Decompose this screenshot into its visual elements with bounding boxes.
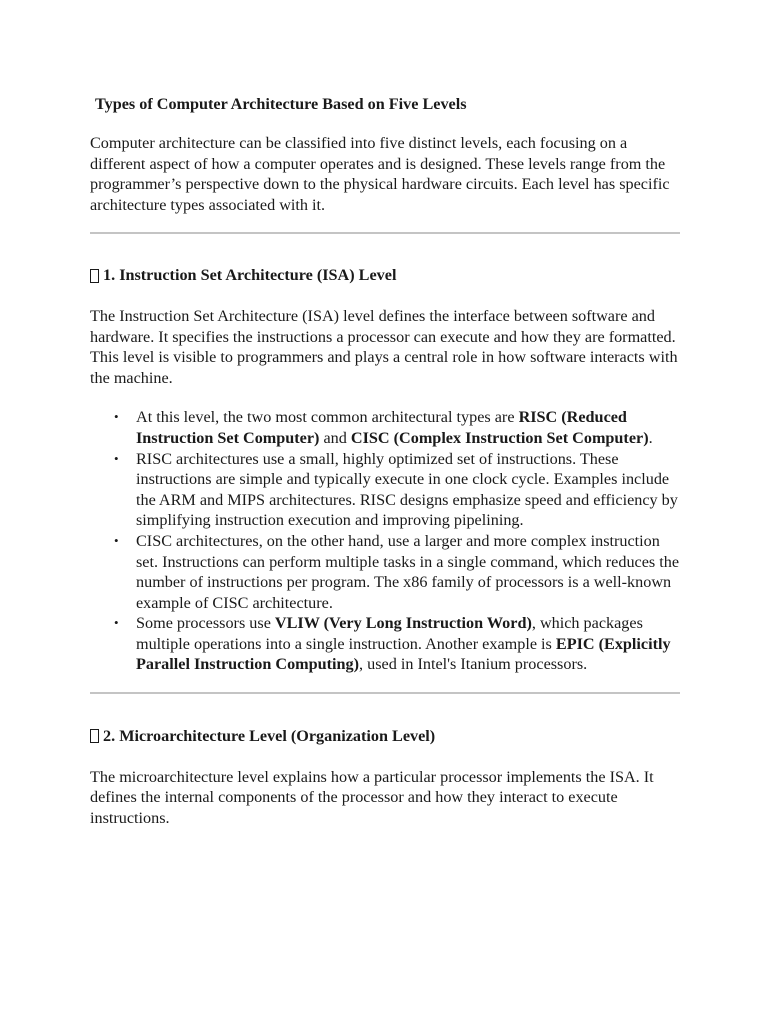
bullet-text: Some processors use: [136, 614, 275, 633]
bullet-bold-text: CISC (Complex Instruction Set Computer): [350, 428, 649, 447]
bullet-text: At this level, the two most common architectural types are: [136, 408, 519, 427]
isa-bullet-list: [90, 407, 680, 675]
list-item: [136, 407, 680, 448]
section-heading-isa: [90, 265, 680, 286]
section-heading-microarchitecture: [90, 726, 680, 747]
divider: [90, 232, 680, 234]
divider: [90, 692, 680, 694]
isa-paragraph: The Instruction Set Architecture (ISA) level defines the interface between software and hardware. It specifies the instructions a processor can execute and how they are formatted. This level is visible to programmers and plays a central role in how software interacts with the machine.: [90, 306, 678, 387]
bullet-bold-text: EPIC (Explicitly Parallel Instruction Computing): [136, 634, 671, 674]
bullet-bold-text: RISC (Reduced Instruction Set Computer): [136, 408, 627, 447]
bullet-text: .: [648, 428, 653, 447]
missing-glyph-icon: [90, 269, 99, 283]
bullet-text: , used in Intel's Itanium processors.: [359, 655, 588, 674]
missing-glyph-icon: [90, 729, 99, 743]
list-item: • RISC architectures use a small, highly optimized set of instructions. These instructions are simple and typically execute in one clock cycle. Examples include the ARM and MIPS architectures. RISC designs emphasize speed and efficiency by simplifying instruction execution and improving pipelining.: [136, 449, 680, 531]
intro-paragraph: Computer architecture can be classified into five distinct levels, each focusing on a different aspect of how a computer operates and is designed. These levels range from the programmer’s perspective down to the physical hardware circuits. Each level has specific architecture types associated with it.: [90, 134, 670, 214]
list-item: [136, 613, 680, 675]
microarchitecture-paragraph: The microarchitecture level explains how a particular processor implements the ISA. It defines the internal components of the processor and how they interact to execute instructions.: [90, 767, 654, 827]
bullet-bold-text: VLIW (Very Long Instruction Word): [274, 614, 532, 633]
section-heading-isa-text: 1. Instruction Set Architecture (ISA) Level: [103, 266, 397, 285]
bullet-text: , which packages multiple operations into a single instruction. Another example is: [136, 614, 643, 653]
list-item: • CISC architectures, on the other hand, use a larger and more complex instruction set. Instructions can perform multiple tasks in a single command, which reduces the number of instructions per program. The x86 family of processors is a well-known example of CISC architecture.: [136, 531, 680, 613]
bullet-text: and: [319, 428, 351, 447]
document-page: [90, 94, 680, 828]
section-heading-microarchitecture-text: 2. Microarchitecture Level (Organization Level): [103, 727, 436, 746]
document-title: Types of Computer Architecture Based on Five Levels: [95, 95, 467, 113]
